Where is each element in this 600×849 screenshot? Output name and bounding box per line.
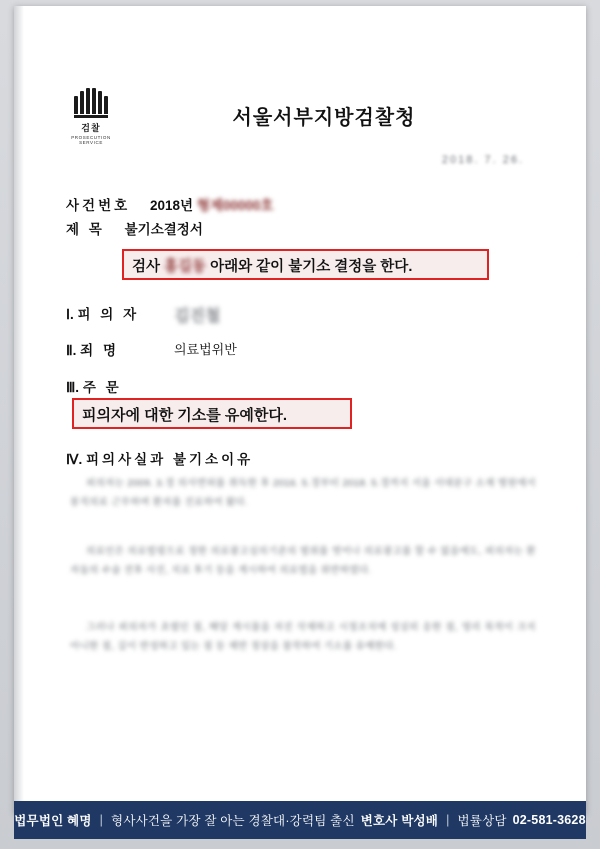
section-2-value: 의료법위반 <box>174 342 237 357</box>
page-title: 서울서부지방검찰청 <box>232 107 416 129</box>
emblem-base-icon <box>74 115 108 118</box>
section-1-numeral: Ⅰ. <box>66 307 74 322</box>
body-paragraph: 피의자는 2009. 3.경 의사면허를 취득한 후 2016. 5.경부터 2018. 5.경까지 서울 서대문구 소재 병원에서 봉직의로 근무하며 환자를 진료하여 왔다. <box>70 478 536 508</box>
section-3-label: 주 문 <box>82 380 122 395</box>
prosecution-service-emblem-icon <box>60 88 122 145</box>
decision-name-redacted: 홍길동 <box>164 259 207 275</box>
section-1-value-redacted: 김진철 <box>174 308 221 325</box>
decision-prefix: 검사 <box>132 259 161 275</box>
subject-value: 불기소결정서 <box>124 222 203 237</box>
page-edge-shadow <box>14 6 24 814</box>
banner-separator-1: | <box>99 813 104 827</box>
section-4-numeral: Ⅳ. <box>66 452 83 467</box>
decision-suffix: 아래와 같이 불기소 결정을 한다. <box>210 259 413 275</box>
banner-phone[interactable]: 02-581-3628 <box>512 813 586 827</box>
section-order-row <box>66 376 122 396</box>
case-number-year: 2018년 <box>149 198 194 213</box>
section-3-numeral: Ⅲ. <box>66 380 80 395</box>
emblem-eng-label: PROSECUTION SERVICE <box>71 135 111 145</box>
section-1-label: 피 의 자 <box>77 307 140 322</box>
body-paragraph: 의료인은 의료법령으로 정한 의료광고심의기준의 범위를 벗어나 의료광고를 할 수 없음에도, 피의자는 환자들의 수술 전후 사진, 치료 후기 등을 게시하여 의료법을 위반하였다. <box>70 546 536 576</box>
section-4-label: 피의사실과 불기소이유 <box>85 452 254 467</box>
order-sentence: 피의자에 대한 기소를 유예한다. <box>82 407 288 424</box>
section-2-label: 죄 명 <box>80 343 120 358</box>
document-sheet <box>14 6 586 814</box>
section-facts-row <box>66 448 253 468</box>
banner-lawyer-name: 변호사 박성배 <box>360 814 439 828</box>
case-number-row <box>66 194 273 214</box>
emblem-bars-icon <box>60 88 122 114</box>
banner-tagline: 형사사건을 가장 잘 아는 경찰대·강력팀 출신 <box>111 814 355 828</box>
banner-consult-label: 법률상담 <box>457 814 507 828</box>
decision-sentence <box>132 255 412 276</box>
banner-firm-name: 법무법인 혜명 <box>14 814 92 828</box>
section-suspect-row <box>66 303 139 323</box>
promo-banner <box>14 801 586 839</box>
section-2-numeral: Ⅱ. <box>66 343 77 358</box>
body-paragraph: 그러나 피의자가 초범인 점, 해당 게시물을 자진 삭제하고 시정조치에 성실히 응한 점, 영리 목적이 크지 아니한 점, 깊이 반성하고 있는 점 등 제반 정상을 참작하여 기소를 유예한다. <box>70 622 536 652</box>
emblem-kor-label: 검찰 <box>81 123 101 133</box>
subject-label: 제 목 <box>66 222 105 237</box>
case-number-label: 사건번호 <box>66 198 131 213</box>
case-number-value-redacted: 형제00000호 <box>196 198 274 213</box>
subject-row <box>66 218 203 238</box>
document-date: 2018. 7. 26. <box>441 154 524 166</box>
section-crime-row <box>66 339 119 359</box>
banner-separator-2: | <box>446 813 450 827</box>
